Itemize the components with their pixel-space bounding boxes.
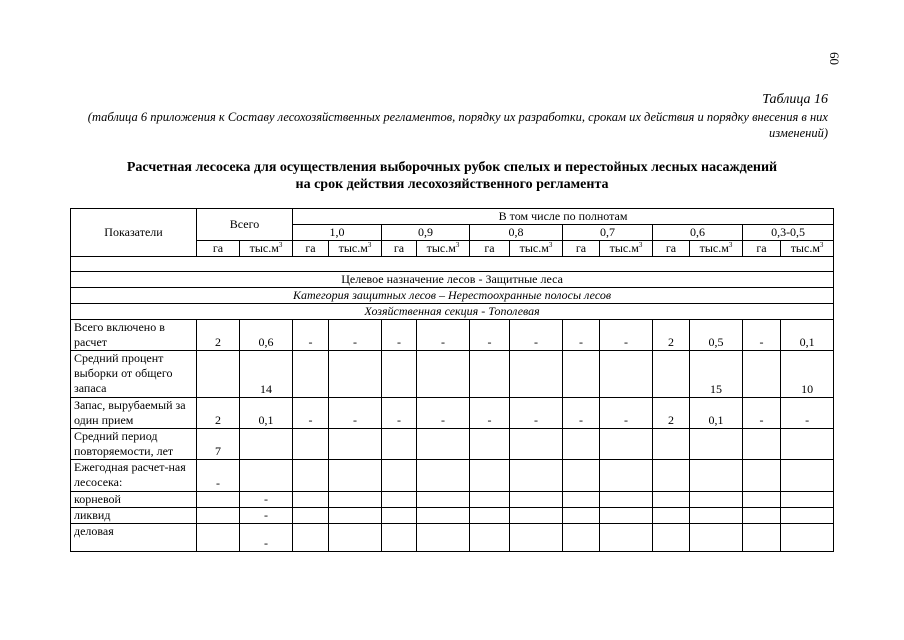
unit-volume-label: тыс.м [426,241,456,255]
table-cell: 0,5 [690,320,743,351]
section-category: Категория защитных лесов – Нерестоохранные полосы лесов [71,288,834,304]
table-cell [690,492,743,508]
table-cell: - [781,398,834,429]
table-cell [510,524,563,552]
table-cell: - [240,492,293,508]
row-label: Средний период повторяемости, лет [71,429,197,460]
blank-cell [71,257,834,272]
table-cell [382,492,417,508]
table-cell [781,460,834,492]
header-unit-ha: га [743,241,781,257]
table-cell [743,524,781,552]
table-cell [781,524,834,552]
table-cell [329,492,382,508]
table-cell [382,460,417,492]
table-cell [600,429,653,460]
table-cell [240,429,293,460]
row-label: ликвид [71,508,197,524]
table-cell [690,524,743,552]
table-cell [417,492,470,508]
table-cell [653,492,690,508]
table-cell: - [240,524,293,552]
table-cell: - [417,320,470,351]
table-cell [743,429,781,460]
table-row [71,429,834,460]
table-cell [510,508,563,524]
row-label: деловая [71,524,197,552]
table-cell [600,508,653,524]
table-cell [690,460,743,492]
table-cell: 0,1 [690,398,743,429]
table-cell: - [329,320,382,351]
table-cell [563,492,600,508]
table-cell [329,524,382,552]
unit-volume-label: тыс.м [338,241,368,255]
table-cell [781,508,834,524]
unit-volume-superscript: 3 [728,241,733,249]
table-cell: - [382,398,417,429]
table-row [71,460,834,492]
header-density: 1,0 [293,225,382,241]
table-cell [563,429,600,460]
table-cell [197,492,240,508]
section-row-category [71,288,834,304]
header-density: 0,6 [653,225,743,241]
header-unit-ha: га [563,241,600,257]
header-unit-ha: га [470,241,510,257]
unit-volume-superscript: 3 [638,241,643,249]
table-cell: - [293,320,329,351]
table-note: (таблица 6 приложения к Составу лесохозяйственных регламентов, порядку их разработки, срокам их действия и порядку внесения в них изменений) [87,110,828,140]
table-cell [293,524,329,552]
row-label: Всего включено в расчет [71,320,197,351]
row-label: корневой [71,492,197,508]
table-cell: - [197,460,240,492]
table-cell [653,460,690,492]
header-by-density: В том числе по полнотам [293,209,834,225]
header-unit-ha: га [293,241,329,257]
table-cell [293,351,329,398]
table-cell: - [417,398,470,429]
table-cell [563,460,600,492]
table-cell [510,492,563,508]
table-cell [600,524,653,552]
table-cell [781,492,834,508]
unit-volume-superscript: 3 [278,241,283,249]
table-cell [329,429,382,460]
header-unit-ha: га [653,241,690,257]
table-cell [417,351,470,398]
table-cell: 2 [653,398,690,429]
header-unit-volume [417,241,470,257]
table-cell [653,429,690,460]
table-cell [743,460,781,492]
table-cell: 10 [781,351,834,398]
header-unit-volume [690,241,743,257]
table-cell: - [510,398,563,429]
table-cell [653,524,690,552]
table-cell [781,429,834,460]
header-unit-volume [781,241,834,257]
table-cell [382,524,417,552]
header-unit-volume [510,241,563,257]
table-cell [600,460,653,492]
table-cell [197,508,240,524]
unit-volume-superscript: 3 [367,241,372,249]
table-cell [329,351,382,398]
table-cell [653,508,690,524]
table-cell: - [600,320,653,351]
table-cell: 0,6 [240,320,293,351]
unit-volume-superscript: 3 [819,241,824,249]
table-cell [470,524,510,552]
unit-volume-superscript: 3 [548,241,553,249]
table-cell [240,460,293,492]
table-row [71,351,834,398]
header-indicators: Показатели [71,209,197,257]
table-cell [197,524,240,552]
table-cell: 15 [690,351,743,398]
header-unit-volume [329,241,382,257]
table-cell [470,460,510,492]
unit-volume-label: тыс.м [790,241,820,255]
table-cell: 2 [653,320,690,351]
document-title [70,159,834,193]
table-cell: - [240,508,293,524]
blank-row [71,257,834,272]
table-cell: 2 [197,398,240,429]
table-cell [382,429,417,460]
unit-volume-label: тыс.м [249,241,279,255]
unit-volume-label: тыс.м [609,241,639,255]
header-unit-ha: га [197,241,240,257]
table-cell [293,508,329,524]
table-cell: - [563,320,600,351]
table-cell [510,429,563,460]
table-cell [470,508,510,524]
table-cell: - [600,398,653,429]
forest-cutting-table [70,208,834,552]
header-unit-ha: га [382,241,417,257]
table-cell: - [382,320,417,351]
page-number: 60 [827,52,842,65]
section-row-purpose [71,272,834,288]
table-row [71,398,834,429]
table-row [71,508,834,524]
table-cell [743,508,781,524]
table-cell [470,492,510,508]
table-cell [470,429,510,460]
table-cell [563,351,600,398]
header-density: 0,3-0,5 [743,225,834,241]
header-density: 0,9 [382,225,470,241]
table-cell [690,508,743,524]
table-cell: 7 [197,429,240,460]
section-economic: Хозяйственная секция - Тополевая [71,304,834,320]
table-label: Таблица 16 [762,92,828,107]
table-cell [743,351,781,398]
row-label: Запас, вырубаемый за один прием [71,398,197,429]
document-title-line2: на срок действия лесохозяйственного регламента [295,177,609,192]
table-cell [293,492,329,508]
row-label: Средний процент выборки от общего запаса [71,351,197,398]
table-cell: - [743,398,781,429]
table-cell: - [329,398,382,429]
table-cell [563,524,600,552]
table-row [71,320,834,351]
table-cell: 0,1 [240,398,293,429]
table-cell [510,460,563,492]
table-cell: - [293,398,329,429]
table-row [71,492,834,508]
section-purpose: Целевое назначение лесов - Защитные леса [71,272,834,288]
table-cell [293,460,329,492]
header-row-1 [71,209,834,225]
table-cell: 0,1 [781,320,834,351]
header-density: 0,7 [563,225,653,241]
table-cell [417,429,470,460]
unit-volume-label: тыс.м [519,241,549,255]
table-cell [197,351,240,398]
table-cell: - [470,320,510,351]
table-cell [510,351,563,398]
table-cell: - [470,398,510,429]
header-unit-volume [240,241,293,257]
table-cell [743,492,781,508]
table-cell [382,351,417,398]
table-cell [382,508,417,524]
table-cell: 14 [240,351,293,398]
header-unit-volume [600,241,653,257]
table-cell [653,351,690,398]
table-cell [293,429,329,460]
table-cell [329,460,382,492]
table-cell [600,492,653,508]
table-cell [417,508,470,524]
table-cell [470,351,510,398]
table-row [71,524,834,552]
document-title-line1: Расчетная лесосека для осуществления выборочных рубок спелых и перестойных лесных насаждений [126,160,778,175]
table-cell [690,429,743,460]
table-cell: 2 [197,320,240,351]
row-label: Ежегодная расчет-ная лесосека: [71,460,197,492]
section-row-economic [71,304,834,320]
header-total: Всего [197,209,293,241]
table-cell [329,508,382,524]
table-cell: - [743,320,781,351]
unit-volume-label: тыс.м [699,241,729,255]
header-density: 0,8 [470,225,563,241]
table-cell: - [563,398,600,429]
table-cell: - [510,320,563,351]
table-cell [600,351,653,398]
unit-volume-superscript: 3 [455,241,460,249]
table-cell [417,524,470,552]
table-cell [417,460,470,492]
table-cell [563,508,600,524]
